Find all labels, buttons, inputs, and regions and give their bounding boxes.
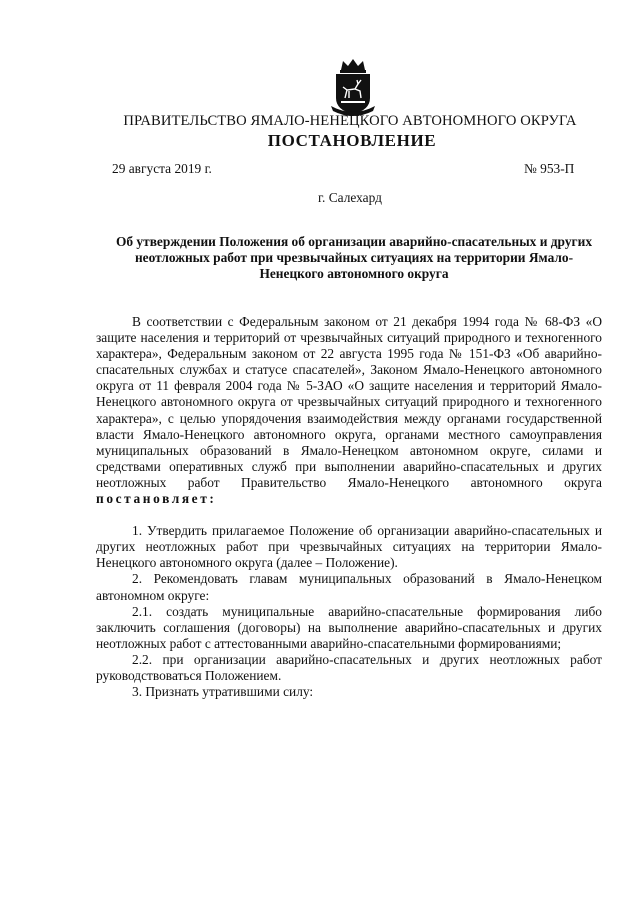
- document-type: ПОСТАНОВЛЕНИЕ: [267, 131, 437, 150]
- item-2: 2. Рекомендовать главам муниципальных образований в Ямало-Ненецком автономном округе:: [96, 571, 602, 603]
- document-number: № 953-П: [524, 161, 575, 176]
- resolves-word: постановляет:: [96, 491, 217, 507]
- item-3: 3. Признать утратившими силу:: [132, 684, 314, 700]
- organization-title: ПРАВИТЕЛЬСТВО ЯМАЛО-НЕНЕЦКОГО АВТОНОМНОГО ОКРУГА: [123, 113, 577, 129]
- preamble-text: В соответствии с Федеральным законом от 21 декабря 1994 года № 68-ФЗ «О защите населения и территорий от чрезвычайных ситуаций природного и техногенного характера», Федеральным законом от 22 августа 1995 года № 151-ФЗ «Об аварийно-спасательных службах и статусе спасателей», Законом Ямало-Ненецкого автономного округа от 11 февраля 2004 года № 5-ЗАО «О защите населения и территорий Ямало-Ненецкого автономного округа от чрезвычайных ситуаций природного и техногенного характера», с целью упорядочения взаимодействия между органами государственной власти Ямало-Ненецкого автономного округа, органами местного самоуправления муниципальных образований в Ямало-Ненецком автономном округе, силами и средствами оперативных служб при выполнении аварийно-спасательных и других неотложных работ Правительство Ямало-Ненецкого автономного округа: [96, 314, 602, 490]
- document-date: 29 августа 2019 г.: [112, 161, 212, 176]
- item-2-1: 2.1. создать муниципальные аварийно-спасательные формирования либо заключить соглашения (договоры) на выполнение аварийно-спасательных и других неотложных работ с аттестованными аварийно-спасательными формированиями;: [96, 603, 602, 651]
- document-body: [96, 314, 602, 700]
- item-2-2: 2.2. при организации аварийно-спасательных и других неотложных работ руководствоваться Положением.: [96, 651, 602, 683]
- document-city: г. Салехард: [318, 190, 382, 205]
- preamble-paragraph: [96, 314, 602, 507]
- document-subject: Об утверждении Положения об организации аварийно-спасательных и других неотложных работ при чрезвычайных ситуациях на территории Ямало-Ненецкого автономного округа: [115, 234, 593, 281]
- item-1: 1. Утвердить прилагаемое Положение об организации аварийно-спасательных и других неотложных работ при чрезвычайных ситуациях на территории Ямало-Ненецкого автономного округа (далее – Положение).: [96, 523, 602, 571]
- coat-of-arms-icon: [328, 58, 378, 116]
